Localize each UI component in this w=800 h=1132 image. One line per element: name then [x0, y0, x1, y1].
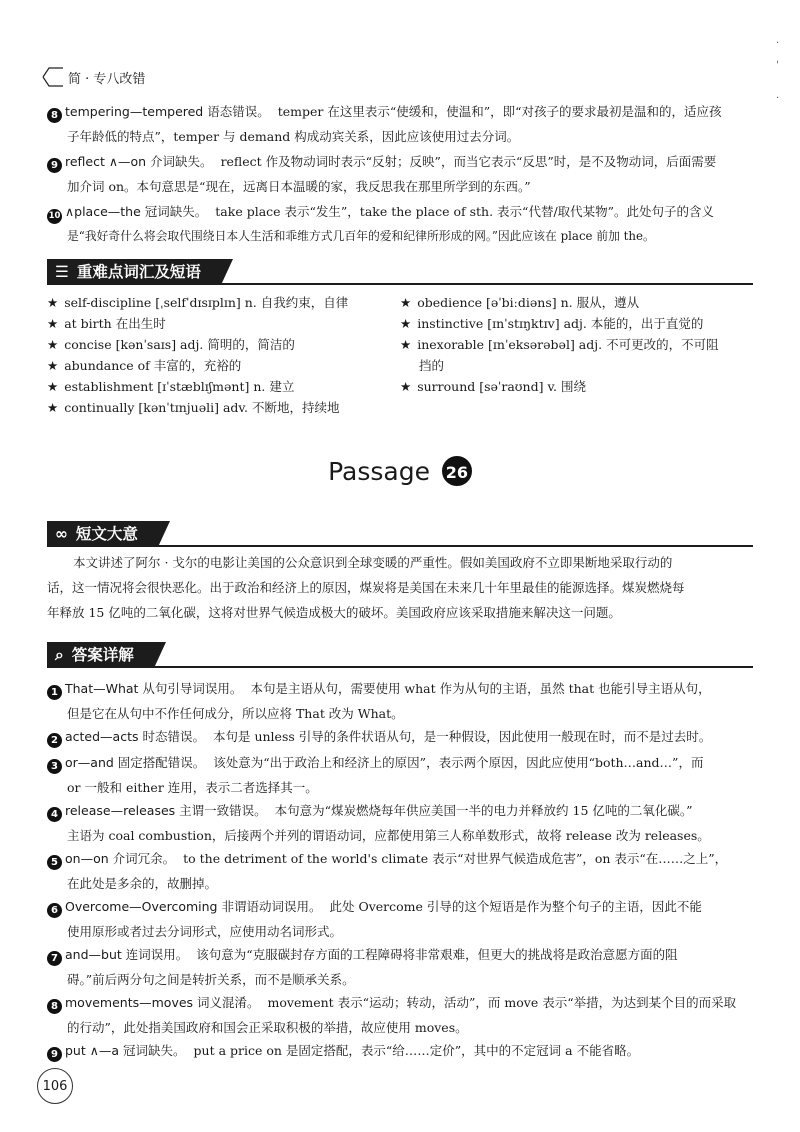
answer-item-4: [47, 798, 727, 848]
item-heading: acted—acts 时态错误。: [65, 729, 205, 744]
item-text-line: 该句意为“克服碳封存方面的工程障碍将非常艰难，但更大的挑战将是政治意愿方面的阻: [196, 947, 678, 962]
item-text-line: 使用原形或者过去分词形式，应使用动名词形式。: [67, 924, 343, 939]
item-text-line: reflect 作及物动词时表示“反射；反映”，而当它表示“反思”时，是不及物动词，后面需要: [220, 154, 717, 169]
star-icon: ★: [47, 337, 59, 352]
link-icon: ∞: [55, 525, 68, 543]
item-text-line: 主语为 coal combustion，后接两个并列的谓语动词，应都使用第三人称单数形式，故将 release 改为 releases。: [67, 828, 710, 843]
item-number-badge: 4: [47, 807, 62, 822]
vocab-entry: ★ self-discipline [ˌselfˈdɪsɪplɪn] n. 自我约束，自律: [47, 295, 349, 310]
item-text-line: 碍。”前后两分句之间是转折关系，而不是顺承关系。: [67, 972, 355, 987]
item-number-badge: 7: [47, 951, 62, 966]
item-text-line: 在此处是多余的，故删掉。: [67, 876, 218, 891]
answer-item-6: [47, 894, 727, 944]
star-icon: ★: [400, 316, 412, 331]
item-number-badge: 9: [47, 1047, 62, 1062]
answer-item-7: [47, 942, 727, 992]
item-heading: Overcome—Overcoming 非谓语动词误用。: [65, 899, 322, 914]
item-heading: ∧place—the 冠词缺失。: [65, 204, 208, 219]
star-icon: ★: [47, 316, 59, 331]
explanation-item-10: [47, 199, 727, 249]
section-bar-answers: [47, 642, 753, 668]
section-title-summary: ∞ 短文大意: [47, 521, 158, 547]
item-text-line: to the detriment of the world's climate 表示“对世界气候造成危害”，on 表示“在……之上”，: [183, 851, 728, 866]
item-heading: or—and 固定搭配错误。: [65, 755, 206, 770]
explanation-item-9: [47, 149, 727, 199]
item-text-line: put a price on 是固定搭配，表示“给……定价”，其中的不定冠词 a 不能省略。: [193, 1043, 640, 1058]
summary-line: 年释放 15 亿吨的二氧化碳，这将对世界气候造成极大的破坏。美国政府应该采取措施来解决这一问题。: [47, 605, 621, 620]
vocab-entry: ★ inexorable [ɪnˈeksərəbəl] adj. 不可更改的，不可阻: [400, 337, 719, 352]
vocab-entry: ★ establishment [ɪˈstæblɪʃmənt] n. 建立: [47, 379, 295, 394]
passage-label: Passage: [328, 457, 430, 486]
item-heading: That—What 从句引导词误用。: [65, 681, 243, 696]
star-icon: ★: [400, 379, 412, 394]
passage-heading: [0, 454, 800, 490]
running-header: [40, 63, 145, 91]
section-divider: [47, 666, 753, 668]
answer-item-3: [47, 750, 727, 800]
section-bar-vocab: [47, 259, 753, 285]
item-number-badge: 6: [47, 903, 62, 918]
item-number-badge: 5: [47, 855, 62, 870]
item-number-badge: 8: [47, 999, 62, 1014]
item-heading: movements—moves 词义混淆。: [65, 995, 260, 1010]
page-number: 106: [37, 1068, 73, 1104]
answer-item-1: [47, 676, 727, 726]
explanation-item-8: [47, 99, 727, 149]
item-text-line: 但是它在从句中不作任何成分，所以应将 That 改为 What。: [67, 706, 404, 721]
star-icon: ★: [400, 295, 412, 310]
item-text-line: movement 表示“运动；转动，活动”，而 move 表示“举措，为达到某个目的而采取: [267, 995, 737, 1010]
section-title-answers: ⌕ 答案详解: [47, 642, 154, 668]
item-heading: reflect ∧—on 介词缺失。: [65, 154, 213, 169]
vocab-entry: ★ surround [səˈraʊnd] v. 围绕: [400, 379, 586, 394]
vocab-entry: ★ abundance of 丰富的，充裕的: [47, 358, 242, 373]
summary-paragraph: [47, 550, 753, 625]
book-icon: [40, 64, 66, 90]
passage-number-badge: 26: [442, 456, 472, 486]
item-text-line: 的行动”，此处指美国政府和国会正采取积极的举措，故应使用 moves。: [67, 1020, 468, 1035]
vocab-entry: ★ at birth 在出生时: [47, 316, 166, 331]
item-text-line: 本句意为“煤炭燃烧每年供应美国一半的电力并释放约 15 亿吨的二氧化碳。”: [274, 803, 693, 818]
item-number-badge: 8: [47, 108, 62, 123]
magnifier-icon: ⌕: [55, 646, 64, 664]
vocab-entry: ★ continually [kənˈtɪnjuəli] adv. 不断地，持续地: [47, 400, 340, 415]
item-number-badge: 2: [47, 733, 62, 748]
section-title-vocab: ☰ 重难点词汇及短语: [47, 259, 221, 285]
item-text-line: 本句是 unless 引导的条件状语从句，是一种假设，因此使用一般现在时，而不是过去时。: [212, 729, 712, 744]
item-text-line: or 一般和 either 连用，表示二者选择其一。: [67, 780, 318, 795]
item-text-line: 子年龄低的特点”，temper 与 demand 构成动宾关系，因此应该使用过去分词。: [67, 129, 520, 144]
answer-item-5: [47, 846, 727, 896]
vocab-list-right: [400, 292, 719, 397]
item-text-line: 此处 Overcome 引导的这个短语是作为整个句子的主语，因此不能: [329, 899, 702, 914]
item-text-line: 是“我好奇什么将会取代围绕日本人生活和乖维方式几百年的爱和纪律所形成的网。”因此应该在 place 前加 the。: [67, 229, 655, 243]
vocab-entry: ★ concise [kənˈsaɪs] adj. 简明的，简洁的: [47, 337, 295, 352]
answer-item-9: [47, 1038, 727, 1063]
item-number-badge: 10: [47, 209, 62, 224]
vocab-list-left: [47, 292, 348, 418]
section-bar-summary: [47, 521, 753, 547]
list-icon: ☰: [55, 263, 69, 281]
item-heading: and—but 连词误用。: [65, 947, 189, 962]
vocab-entry-continued: 挡的: [419, 358, 445, 373]
item-text-line: 本句是主语从句，需要使用 what 作为从句的主语，虽然 that 也能引导主语从句，: [250, 681, 711, 696]
header-title: 简 · 专八改错: [68, 71, 146, 87]
margin-marks: · ' ·: [776, 38, 780, 104]
answer-item-8: [47, 990, 737, 1040]
section-divider: [47, 545, 753, 547]
answer-item-2: [47, 724, 727, 749]
summary-line: 本文讲述了阿尔 · 戈尔的电影让美国的公众意识到全球变暖的严重性。假如美国政府不立即果断地采取行动的: [73, 555, 673, 570]
item-heading: on—on 介词冗余。: [65, 851, 176, 866]
star-icon: ★: [47, 358, 59, 373]
item-text-line: take place 表示“发生”，take the place of sth. 表示“代替/取代某物”。此处句子的含义: [215, 204, 715, 219]
item-number-badge: 3: [47, 759, 62, 774]
item-number-badge: 9: [47, 158, 62, 173]
vocab-entry: ★ obedience [əˈbiːdiəns] n. 服从，遵从: [400, 295, 640, 310]
item-text-line: 加介词 on。本句意思是“现在，远离日本温暖的家，我反思我在那里所学到的东西。”: [67, 179, 531, 194]
item-heading: tempering—tempered 语态错误。: [65, 104, 270, 119]
item-heading: release—releases 主谓一致错误。: [65, 803, 267, 818]
star-icon: ★: [47, 295, 59, 310]
star-icon: ★: [47, 379, 59, 394]
item-heading: put ∧—a 冠词缺失。: [65, 1043, 186, 1058]
item-text-line: temper 在这里表示“使缓和，使温和”，即“对孩子的要求最初是温和的，适应孩: [277, 104, 722, 119]
star-icon: ★: [47, 400, 59, 415]
star-icon: ★: [400, 337, 412, 352]
item-number-badge: 1: [47, 685, 62, 700]
item-text-line: 该处意为“出于政治上和经济上的原因”，表示两个原因，因此应使用“both…and…”，而: [213, 755, 704, 770]
summary-line: 话，这一情况将会很快恶化。出于政治和经济上的原因，煤炭将是美国在未来几十年里最佳的能源选择。煤炭燃烧每: [47, 580, 685, 595]
vocab-entry: ★ instinctive [ɪnˈstɪŋktɪv] adj. 本能的，出于直觉的: [400, 316, 704, 331]
section-divider: [47, 283, 753, 285]
